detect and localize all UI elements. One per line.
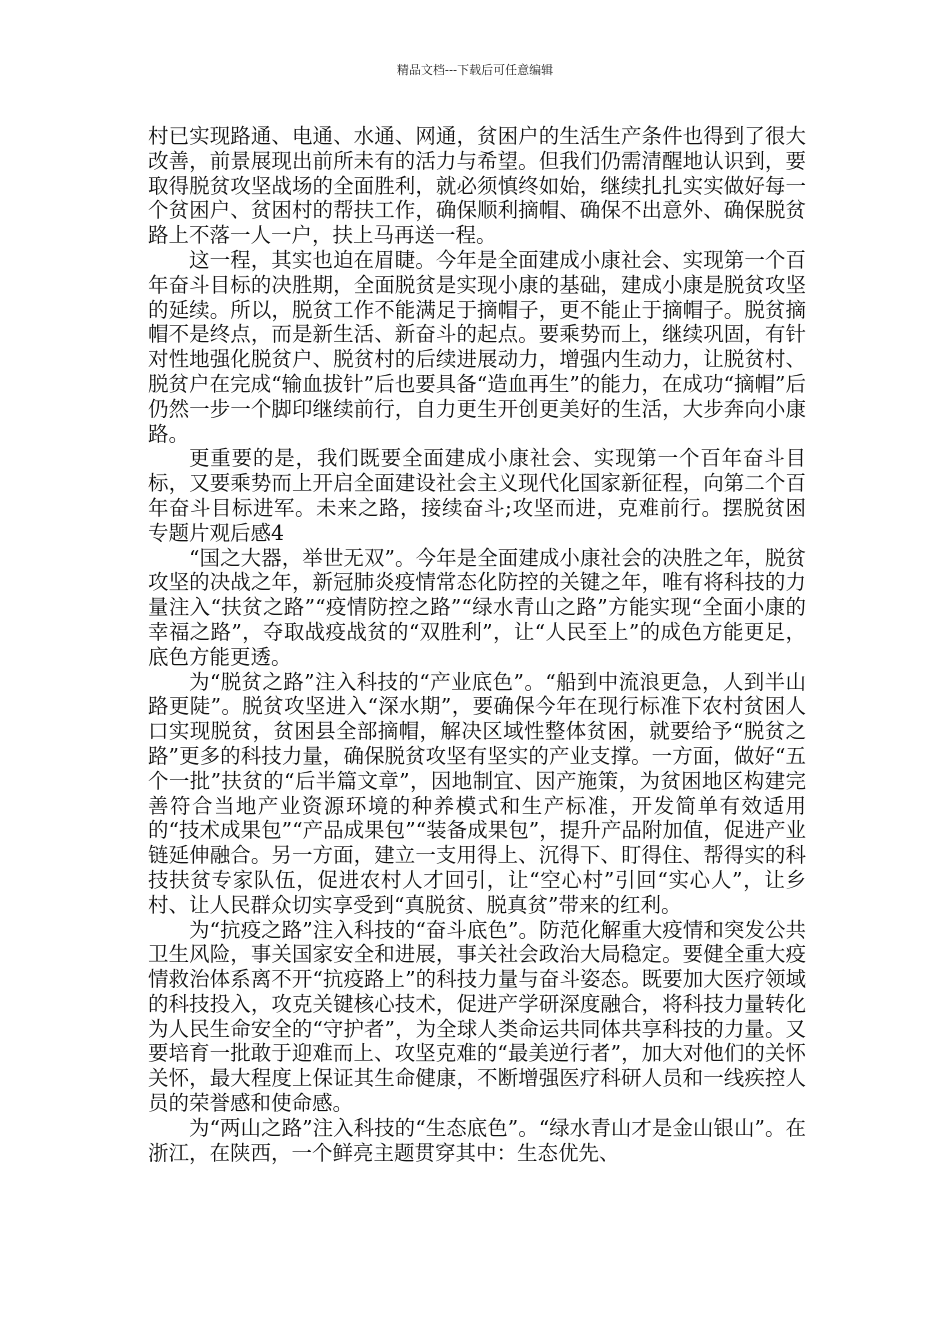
- paragraph-3: 更重要的是，我们既要全面建成小康社会、实现第一个百年奋斗目标，又要乘势而上开启全面建设社会主义现代化国家新征程，向第二个百年奋斗目标进军。未来之路，接续奋斗;攻坚而进，克难前行。摆脱贫困专题片观后感4: [148, 446, 806, 545]
- paragraph-7: 为“两山之路”注入科技的“生态底色”。“绿水青山才是金山银山”。在浙江，在陕西，一个鲜亮主题贯穿其中：生态优先、: [148, 1115, 806, 1165]
- page-header: 精品文档---下载后可任意编辑: [396, 63, 554, 77]
- paragraph-2: 这一程，其实也迫在眉睫。今年是全面建成小康社会、实现第一个百年奋斗目标的决胜期，全面脱贫是实现小康的基础，建成小康是脱贫攻坚的延续。所以，脱贫工作不能满足于摘帽子，更不能止于摘帽子。脱贫摘帽不是终点，而是新生活、新奋斗的起点。要乘势而上，继续巩固，有针对性地强化脱贫户、脱贫村的后续进展动力，增强内生动力，让脱贫村、脱贫户在完成“输血拔针”后也要具备“造血再生”的能力，在成功“摘帽”后仍然一步一个脚印继续前行，自力更生开创更美好的生活，大步奔向小康路。: [148, 247, 806, 446]
- document-body: [148, 124, 806, 1165]
- paragraph-6: 为“抗疫之路”注入科技的“奋斗底色”。防范化解重大疫情和突发公共卫生风险，事关国家安全和进展，事关社会政治大局稳定。要健全重大疫情救治体系离不开“抗疫路上”的科技力量与奋斗姿态。既要加大医疗领域的科技投入，攻克关键核心技术，促进产学研深度融合，将科技力量转化为人民生命安全的“守护者”，为全球人类命运共同体共享科技的力量。又要培育一批敢于迎难而上、攻坚克难的“最美逆行者”，加大对他们的关怀关怀，最大程度上保证其生命健康，不断增强医疗科研人员和一线疾控人员的荣誉感和使命感。: [148, 917, 806, 1116]
- paragraph-4: “国之大器，举世无双”。今年是全面建成小康社会的决胜之年，脱贫攻坚的决战之年，新冠肺炎疫情常态化防控的关键之年，唯有将科技的力量注入“扶贫之路”“疫情防控之路”“绿水青山之路”方能实现“全面小康的幸福之路”，夺取战疫战贫的“双胜利”，让“人民至上”的成色方能更足，底色方能更透。: [148, 545, 806, 669]
- paragraph-1: 村已实现路通、电通、水通、网通，贫困户的生活生产条件也得到了很大改善，前景展现出前所未有的活力与希望。但我们仍需清醒地认识到，要取得脱贫攻坚战场的全面胜利，就必须慎终如始，继续扎扎实实做好每一个贫困户、贫困村的帮扶工作，确保顺利摘帽、确保不出意外、确保脱贫路上不落一人一户，扶上马再送一程。: [148, 124, 806, 248]
- paragraph-5: 为“脱贫之路”注入科技的“产业底色”。“船到中流浪更急，人到半山路更陡”。脱贫攻坚进入“深水期”，要确保今年在现行标准下农村贫困人口实现脱贫，贫困县全部摘帽，解决区域性整体贫困，就要给予“脱贫之路”更多的科技力量，确保脱贫攻坚有坚实的产业支撑。一方面，做好“五个一批”扶贫的“后半篇文章”，因地制宜、因产施策，为贫困地区构建完善符合当地产业资源环境的种养模式和生产标准，开发简单有效适用的“技术成果包”“产品成果包”“装备成果包”，提升产品附加值，促进产业链延伸融合。另一方面，建立一支用得上、沉得下、盯得住、帮得实的科技扶贫专家队伍，促进农村人才回引，让“空心村”引回“实心人”，让乡村、让人民群众切实享受到“真脱贫、脱真贫”带来的红利。: [148, 669, 806, 917]
